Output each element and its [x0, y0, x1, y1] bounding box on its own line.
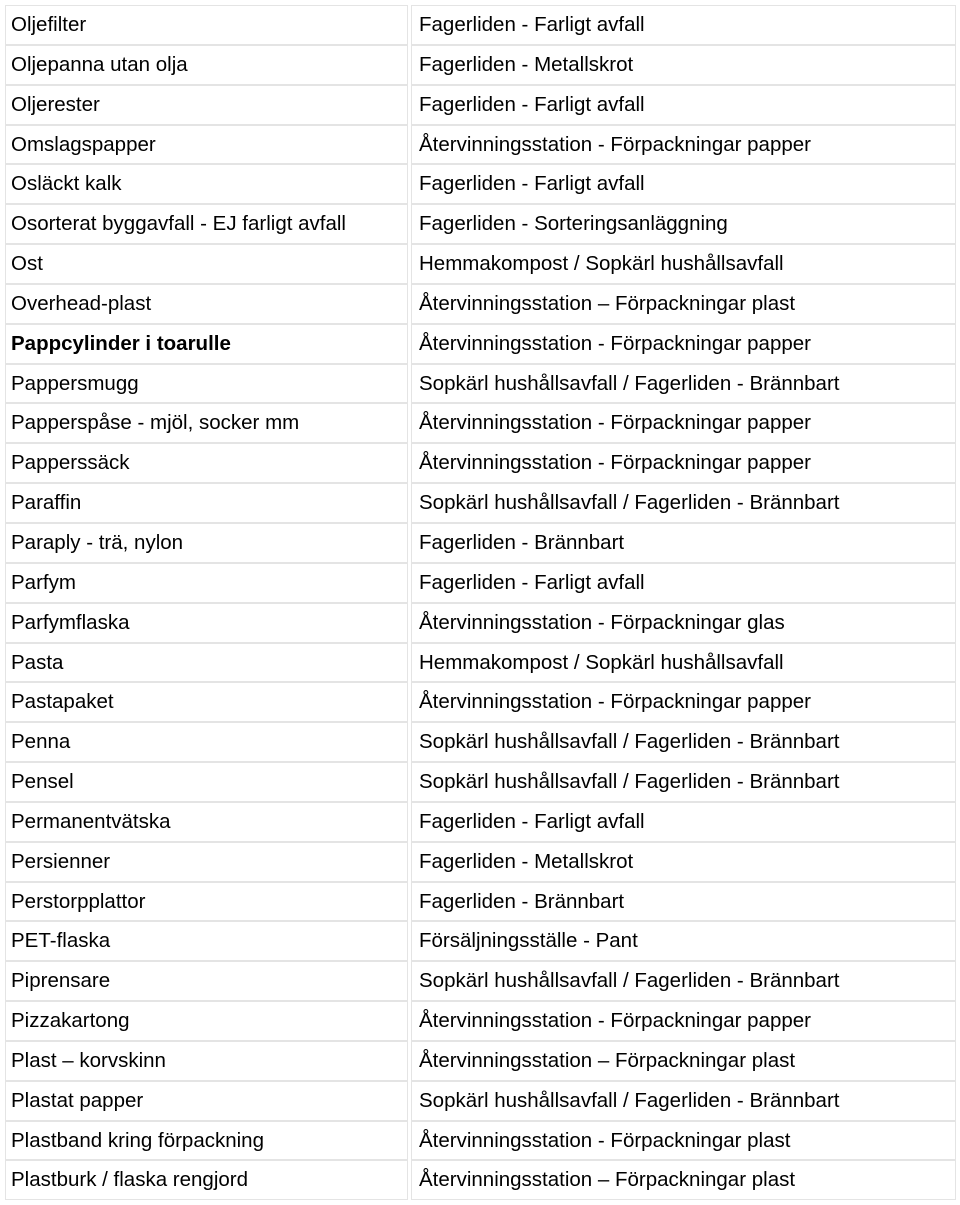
destination-cell: Återvinningsstation – Förpackningar plast — [411, 1160, 956, 1200]
destination-cell: Återvinningsstation - Förpackningar papper — [411, 324, 956, 364]
item-cell: Pasta — [5, 643, 408, 683]
destination-cell: Fagerliden - Farligt avfall — [411, 563, 956, 603]
item-cell: Papperssäck — [5, 443, 408, 483]
destination-cell: Återvinningsstation - Förpackningar plast — [411, 1121, 956, 1161]
item-cell: Osläckt kalk — [5, 164, 408, 204]
destination-cell: Försäljningsställe - Pant — [411, 921, 956, 961]
item-cell: Paraply - trä, nylon — [5, 523, 408, 563]
destination-cell: Återvinningsstation - Förpackningar papper — [411, 1001, 956, 1041]
destination-cell: Fagerliden - Brännbart — [411, 882, 956, 922]
destination-cell: Sopkärl hushållsavfall / Fagerliden - Brännbart — [411, 961, 956, 1001]
destination-cell: Återvinningsstation – Förpackningar plast — [411, 284, 956, 324]
destination-cell: Sopkärl hushållsavfall / Fagerliden - Brännbart — [411, 1081, 956, 1121]
item-cell: Parfym — [5, 563, 408, 603]
item-cell: Oljepanna utan olja — [5, 45, 408, 85]
item-cell: PET-flaska — [5, 921, 408, 961]
destination-cell: Fagerliden - Brännbart — [411, 523, 956, 563]
destination-cell: Sopkärl hushållsavfall / Fagerliden - Brännbart — [411, 364, 956, 404]
destination-cell: Fagerliden - Metallskrot — [411, 45, 956, 85]
item-cell: Pensel — [5, 762, 408, 802]
item-cell: Persienner — [5, 842, 408, 882]
item-cell: Osorterat byggavfall - EJ farligt avfall — [5, 204, 408, 244]
item-cell: Pizzakartong — [5, 1001, 408, 1041]
item-cell: Plastband kring förpackning — [5, 1121, 408, 1161]
item-cell: Oljefilter — [5, 5, 408, 45]
item-cell: Oljerester — [5, 85, 408, 125]
item-cell: Penna — [5, 722, 408, 762]
destination-cell: Återvinningsstation - Förpackningar papper — [411, 403, 956, 443]
destination-cell: Fagerliden - Farligt avfall — [411, 802, 956, 842]
destination-cell: Återvinningsstation - Förpackningar papper — [411, 682, 956, 722]
item-cell: Paraffin — [5, 483, 408, 523]
destination-cell: Återvinningsstation – Förpackningar plast — [411, 1041, 956, 1081]
item-cell: Parfymflaska — [5, 603, 408, 643]
destination-cell: Hemmakompost / Sopkärl hushållsavfall — [411, 244, 956, 284]
destination-cell: Fagerliden - Metallskrot — [411, 842, 956, 882]
item-cell: Omslagspapper — [5, 125, 408, 165]
item-cell: Permanentvätska — [5, 802, 408, 842]
destination-cell: Fagerliden - Farligt avfall — [411, 5, 956, 45]
destination-cell: Fagerliden - Farligt avfall — [411, 85, 956, 125]
item-cell: Pastapaket — [5, 682, 408, 722]
destination-cell: Återvinningsstation - Förpackningar glas — [411, 603, 956, 643]
destination-cell: Fagerliden - Sorteringsanläggning — [411, 204, 956, 244]
waste-sorting-table — [5, 5, 956, 1200]
item-cell: Plastburk / flaska rengjord — [5, 1160, 408, 1200]
destination-cell: Sopkärl hushållsavfall / Fagerliden - Brännbart — [411, 762, 956, 802]
item-cell: Perstorpplattor — [5, 882, 408, 922]
destination-cell: Fagerliden - Farligt avfall — [411, 164, 956, 204]
item-cell: Pappersmugg — [5, 364, 408, 404]
item-cell: Piprensare — [5, 961, 408, 1001]
item-cell: Pappcylinder i toarulle — [5, 324, 408, 364]
item-cell: Papperspåse - mjöl, socker mm — [5, 403, 408, 443]
item-cell: Plast – korvskinn — [5, 1041, 408, 1081]
item-cell: Ost — [5, 244, 408, 284]
destination-cell: Återvinningsstation - Förpackningar papper — [411, 125, 956, 165]
destination-cell: Sopkärl hushållsavfall / Fagerliden - Brännbart — [411, 483, 956, 523]
destination-cell: Sopkärl hushållsavfall / Fagerliden - Brännbart — [411, 722, 956, 762]
destination-cell: Återvinningsstation - Förpackningar papper — [411, 443, 956, 483]
item-cell: Plastat papper — [5, 1081, 408, 1121]
destination-cell: Hemmakompost / Sopkärl hushållsavfall — [411, 643, 956, 683]
item-cell: Overhead-plast — [5, 284, 408, 324]
